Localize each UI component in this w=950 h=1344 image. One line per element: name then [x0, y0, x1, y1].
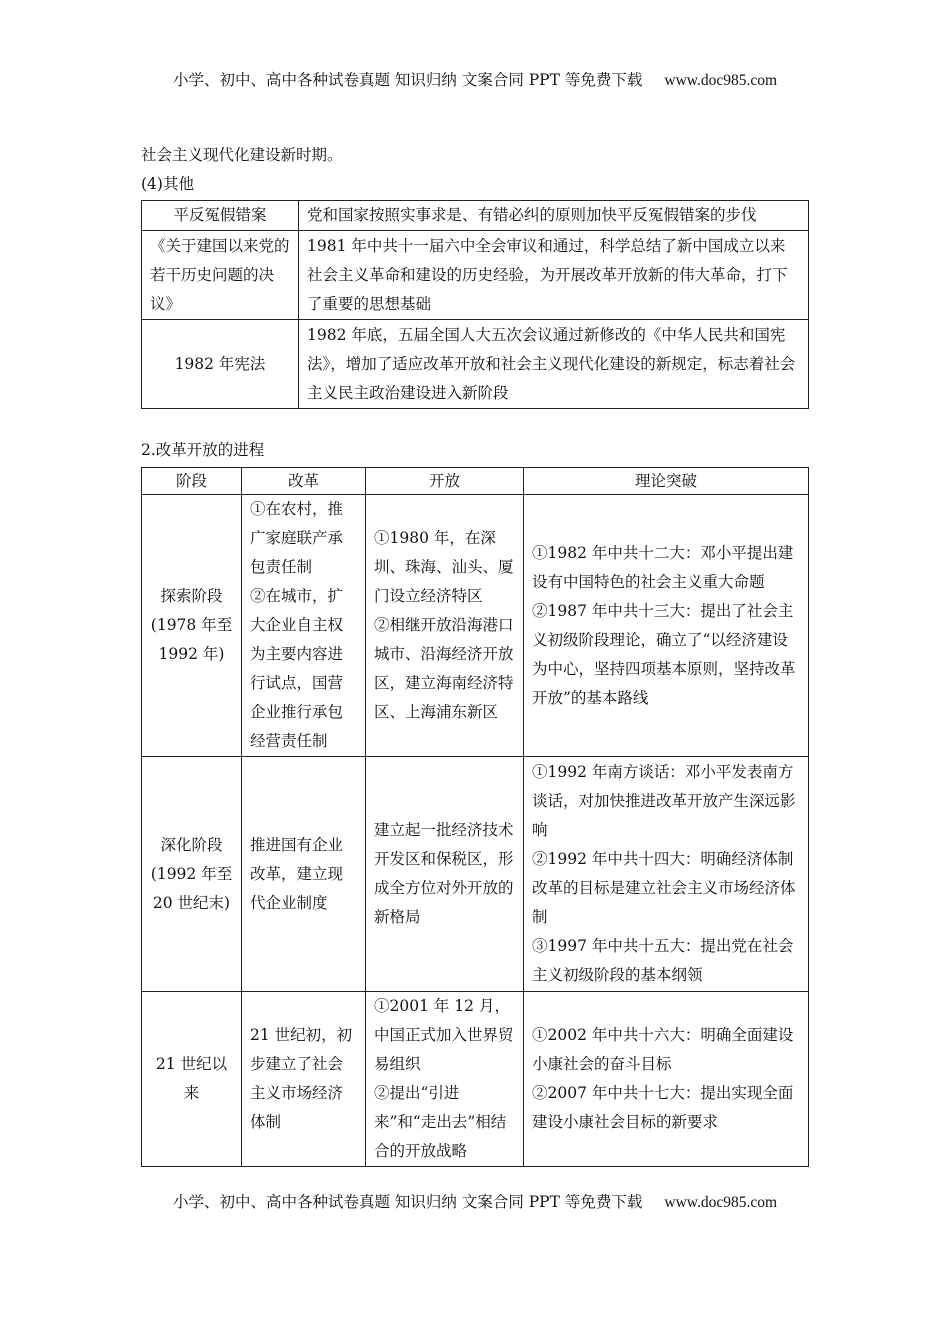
table-row: [142, 231, 809, 320]
footer-text: 小学、初中、高中各种试卷真题 知识归纳 文案合同 PPT 等免费下载: [172, 1193, 643, 1211]
opening-cell: 建立起一批经济技术开发区和保税区，形成全方位对外开放的新格局: [366, 757, 524, 992]
table-row: [142, 201, 809, 231]
table-row: [142, 992, 809, 1167]
stage-cell: 探索阶段(1978 年至 1992 年): [142, 495, 242, 757]
reform-cell: ①在农村，推广家庭联产承包责任制 ②在城市，扩大企业自主权为主要内容进行试点，国营企业推行承包经营责任制: [242, 495, 366, 757]
theory-cell: ①2002 年中共十六大：明确全面建设小康社会的奋斗目标 ②2007 年中共十七大：提出实现全面建设小康社会目标的新要求: [524, 992, 809, 1167]
page-footer: [0, 1190, 950, 1212]
row-content: 1982 年底，五届全国人大五次会议通过新修改的《中华人民共和国宪法》，增加了适应改革开放和社会主义现代化建设的新规定，标志着社会主义民主政治建设进入新阶段: [299, 320, 809, 409]
theory-cell: ①1992 年南方谈话：邓小平发表南方谈话，对加快推进改革开放产生深远影响 ②1992 年中共十四大：明确经济体制改革的目标是建立社会主义市场经济体制 ③1997 年中共十五大：提出党在社会主义初级阶段的基本纲领: [524, 757, 809, 992]
reform-progress-table: [141, 467, 809, 1167]
header-theory: 理论突破: [524, 468, 809, 495]
page-header: [0, 68, 950, 90]
stage-cell: 深化阶段(1992 年至 20 世纪末): [142, 757, 242, 992]
table-row: [142, 495, 809, 757]
section-4-title: (4)其他: [141, 175, 194, 193]
row-content: 党和国家按照实事求是、有错必纠的原则加快平反冤假错案的步伐: [299, 201, 809, 231]
table-row: [142, 320, 809, 409]
stage-cell: 21 世纪以来: [142, 992, 242, 1167]
row-label: 《关于建国以来党的若干历史问题的决议》: [142, 231, 299, 320]
row-label: 1982 年宪法: [142, 320, 299, 409]
theory-cell: ①1982 年中共十二大：邓小平提出建设有中国特色的社会主义重大命题 ②1987 年中共十三大：提出了社会主义初级阶段理论，确立了“以经济建设为中心，坚持四项基本原则，坚持改革开放”的基本路线: [524, 495, 809, 757]
table-header-row: [142, 468, 809, 495]
footer-url[interactable]: www.doc985.com: [664, 1194, 778, 1211]
opening-cell: ①2001 年 12 月，中国正式加入世界贸易组织 ②提出“引进来”和“走出去”相结合的开放战略: [366, 992, 524, 1167]
row-label: 平反冤假错案: [142, 201, 299, 231]
header-url[interactable]: www.doc985.com: [664, 72, 778, 89]
row-content: 1981 年中共十一届六中全会审议和通过，科学总结了新中国成立以来社会主义革命和建设的历史经验，为开展改革开放新的伟大革命，打下了重要的思想基础: [299, 231, 809, 320]
table-row: [142, 757, 809, 992]
other-events-table: [141, 200, 809, 409]
reform-cell: 21 世纪初，初步建立了社会主义市场经济体制: [242, 992, 366, 1167]
reform-cell: 推进国有企业改革，建立现代企业制度: [242, 757, 366, 992]
section-2-title: 2.改革开放的进程: [141, 441, 265, 459]
opening-cell: ①1980 年，在深圳、珠海、汕头、厦门设立经济特区 ②相继开放沿海港口城市、沿海经济开放区，建立海南经济特区、上海浦东新区: [366, 495, 524, 757]
intro-text: 社会主义现代化建设新时期。: [141, 146, 343, 164]
header-opening: 开放: [366, 468, 524, 495]
header-reform: 改革: [242, 468, 366, 495]
header-stage: 阶段: [142, 468, 242, 495]
header-text: 小学、初中、高中各种试卷真题 知识归纳 文案合同 PPT 等免费下载: [172, 71, 643, 89]
